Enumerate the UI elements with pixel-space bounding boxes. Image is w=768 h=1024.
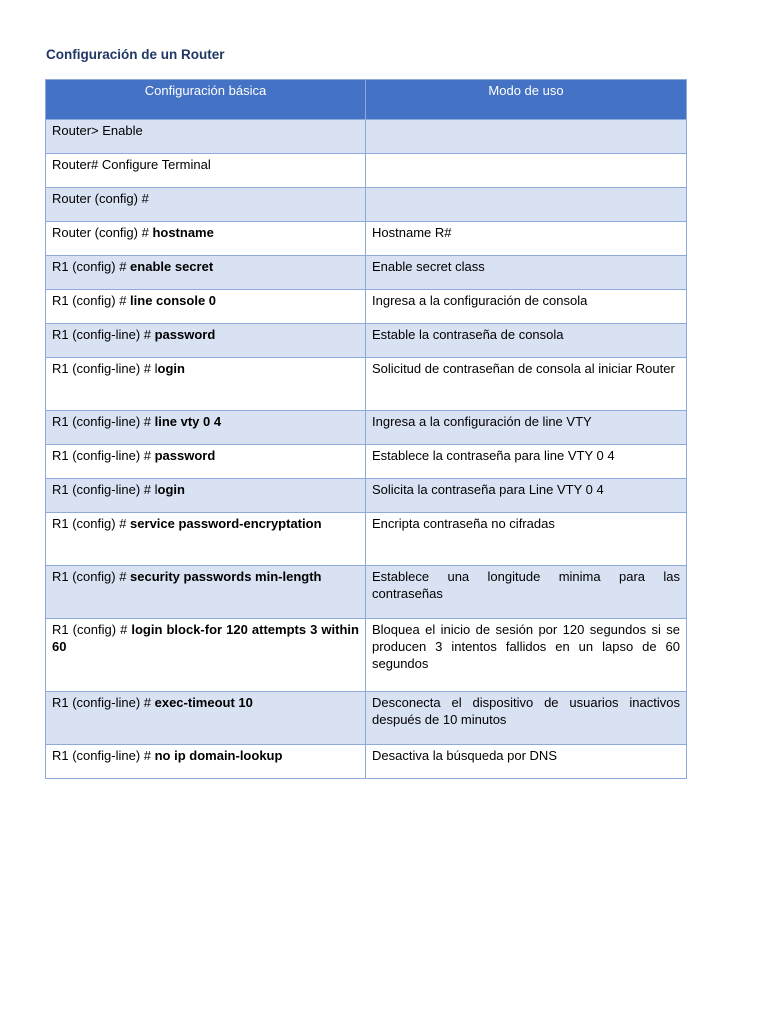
usage-cell: Ingresa a la configuración de consola	[366, 290, 687, 324]
command-prefix: Router (config) #	[52, 225, 153, 240]
usage-cell: Desconecta el dispositivo de usuarios inactivos después de 10 minutos	[366, 692, 687, 745]
table-header-row	[46, 80, 687, 120]
command-cell	[46, 188, 366, 222]
command-cell	[46, 479, 366, 513]
command-cell	[46, 358, 366, 411]
usage-cell: Desactiva la búsqueda por DNS	[366, 745, 687, 779]
command-keyword: password	[154, 448, 216, 463]
table-row	[46, 256, 687, 290]
command-prefix: Router (config) #	[52, 191, 149, 206]
header-usage-mode: Modo de uso	[366, 80, 687, 120]
command-cell	[46, 154, 366, 188]
usage-cell: Solicitud de contraseñan de consola al iniciar Router	[366, 358, 687, 411]
command-prefix: R1 (config-line) #	[52, 448, 155, 463]
command-cell	[46, 290, 366, 324]
usage-cell	[366, 154, 687, 188]
command-prefix: R1 (config) #	[52, 622, 132, 637]
command-keyword: enable secret	[130, 259, 214, 274]
table-row	[46, 513, 687, 566]
header-basic-config: Configuración básica	[46, 80, 366, 120]
command-keyword: password	[154, 327, 216, 342]
usage-cell	[366, 188, 687, 222]
command-cell	[46, 745, 366, 779]
command-prefix: Router> Enable	[52, 123, 143, 138]
table-row	[46, 692, 687, 745]
table-row	[46, 188, 687, 222]
command-prefix: R1 (config-line) #	[52, 414, 155, 429]
command-cell	[46, 619, 366, 692]
table-row	[46, 566, 687, 619]
page-title: Configuración de un Router	[46, 47, 225, 62]
usage-cell: Establece una longitude minima para las contraseñas	[366, 566, 687, 619]
usage-cell: Bloquea el inicio de sesión por 120 segundos si se producen 3 intentos fallidos en un lapso de 60 segundos	[366, 619, 687, 692]
command-prefix: R1 (config-line) #	[52, 695, 155, 710]
command-cell	[46, 445, 366, 479]
table-row	[46, 479, 687, 513]
command-keyword: hostname	[152, 225, 214, 240]
command-keyword: service password-encryptation	[130, 516, 322, 531]
table-row	[46, 154, 687, 188]
table-row	[46, 411, 687, 445]
command-keyword: ogin	[157, 482, 185, 497]
table-row	[46, 619, 687, 692]
command-prefix: R1 (config-line) #	[52, 327, 155, 342]
command-prefix: R1 (config) #	[52, 516, 131, 531]
command-cell	[46, 513, 366, 566]
command-cell	[46, 256, 366, 290]
command-prefix: R1 (config) #	[52, 569, 131, 584]
usage-cell: Establece la contraseña para line VTY 0 4	[366, 445, 687, 479]
usage-cell: Enable secret class	[366, 256, 687, 290]
usage-cell: Hostname R#	[366, 222, 687, 256]
table-row	[46, 222, 687, 256]
table-row	[46, 120, 687, 154]
command-keyword: login block-for 120 attempts 3 within 60	[52, 622, 359, 654]
table-row	[46, 324, 687, 358]
usage-cell: Encripta contraseña no cifradas	[366, 513, 687, 566]
command-keyword: line console 0	[130, 293, 217, 308]
command-keyword: no ip domain-lookup	[154, 748, 283, 763]
command-prefix: Router# Configure Terminal	[52, 157, 211, 172]
usage-cell: Estable la contraseña de consola	[366, 324, 687, 358]
command-cell	[46, 324, 366, 358]
command-prefix: R1 (config) #	[52, 259, 131, 274]
command-prefix: R1 (config) #	[52, 293, 131, 308]
command-cell	[46, 692, 366, 745]
command-cell	[46, 120, 366, 154]
command-prefix: R1 (config-line) # l	[52, 482, 158, 497]
table-row	[46, 745, 687, 779]
usage-cell: Ingresa a la configuración de line VTY	[366, 411, 687, 445]
table-row	[46, 358, 687, 411]
table-row	[46, 445, 687, 479]
command-cell	[46, 411, 366, 445]
command-keyword: line vty 0 4	[154, 414, 222, 429]
table-row	[46, 290, 687, 324]
usage-cell: Solicita la contraseña para Line VTY 0 4	[366, 479, 687, 513]
command-keyword: security passwords min-length	[130, 569, 322, 584]
command-prefix: R1 (config-line) # l	[52, 361, 158, 376]
usage-cell	[366, 120, 687, 154]
command-cell	[46, 566, 366, 619]
command-keyword: exec-timeout 10	[154, 695, 253, 710]
command-cell	[46, 222, 366, 256]
command-keyword: ogin	[157, 361, 185, 376]
command-prefix: R1 (config-line) #	[52, 748, 155, 763]
router-config-table	[45, 79, 687, 779]
